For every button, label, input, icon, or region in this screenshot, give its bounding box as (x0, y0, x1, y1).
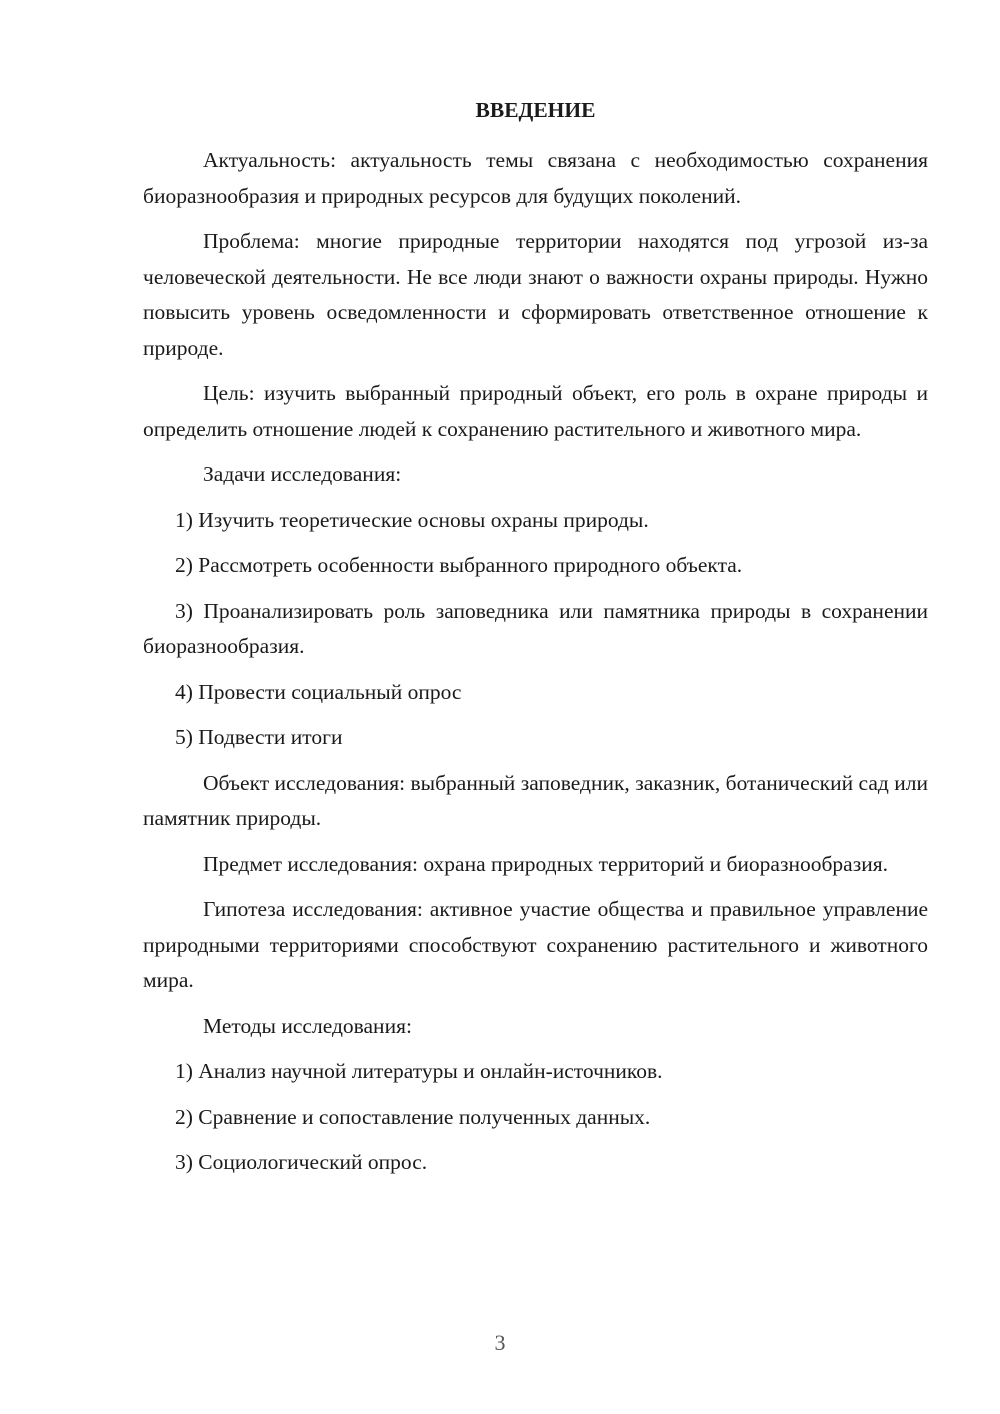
task-item: 5) Подвести итоги (175, 725, 343, 749)
task-item: 3) Проанализировать роль заповедника или памятника природы в сохранении биоразнообразия. (143, 598, 928, 658)
problem-paragraph: Проблема: многие природные территории находятся под угрозой из-за человеческой деятельности. Не все люди знают о важности охраны природы. Нужно повысить уровень осведомленности и сформировать ответственное отношение к природе. (143, 229, 928, 360)
goal-paragraph: Цель: изучить выбранный природный объект, его роль в охране природы и определить отношение людей к сохранению растительного и животного мира. (143, 381, 928, 441)
task-item: 2) Рассмотреть особенности выбранного природного объекта. (175, 553, 743, 577)
document-page (143, 92, 928, 1191)
method-item: 3) Социологический опрос. (175, 1150, 428, 1174)
tasks-heading: Задачи исследования: (203, 462, 402, 486)
object-paragraph: Объект исследования: выбранный заповедник, заказник, ботанический сад или памятник природы. (143, 770, 928, 830)
page-number: 3 (494, 1330, 506, 1355)
hypothesis-paragraph: Гипотеза исследования: активное участие общества и правильное управление природными территориями способствуют сохранению растительного и животного мира. (143, 897, 928, 992)
methods-heading: Методы исследования: (203, 1013, 412, 1038)
task-item: 4) Провести социальный опрос (175, 679, 462, 704)
relevance-paragraph: Актуальность: актуальность темы связана с необходимостью сохранения биоразнообразия и природных ресурсов для будущих поколений. (143, 148, 928, 208)
section-title: ВВЕДЕНИЕ (475, 98, 596, 122)
subject-paragraph: Предмет исследования: охрана природных территорий и биоразнообразия. (203, 851, 888, 876)
task-item: 1) Изучить теоретические основы охраны природы. (175, 507, 649, 532)
method-item: 1) Анализ научной литературы и онлайн-источников. (175, 1059, 663, 1083)
method-item: 2) Сравнение и сопоставление полученных данных. (175, 1104, 651, 1129)
